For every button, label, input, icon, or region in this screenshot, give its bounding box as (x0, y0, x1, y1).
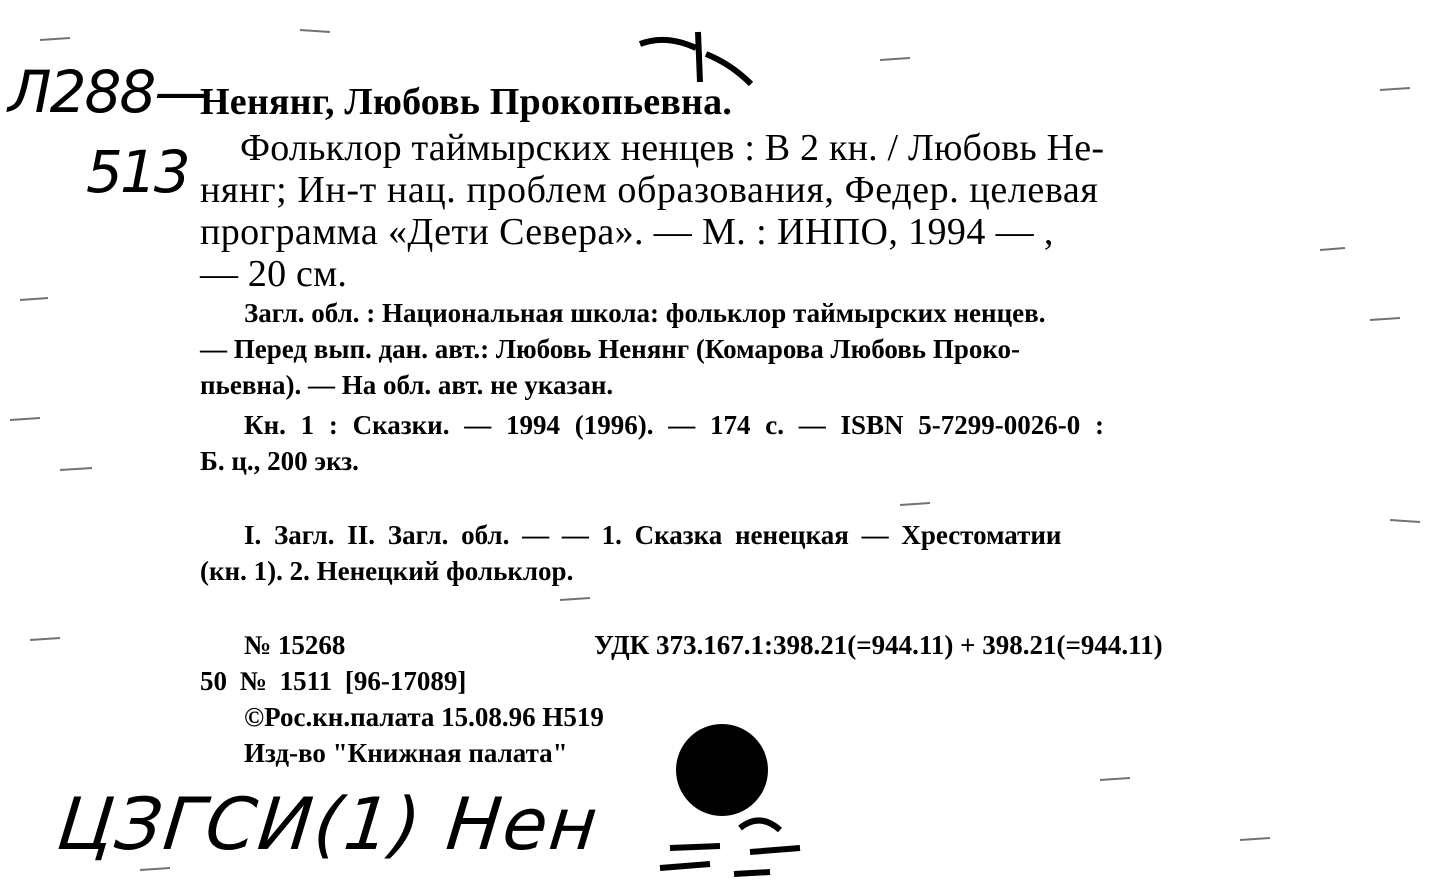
note-line-1: Загл. обл. : Национальная школа: фольклор таймырских ненцев. (244, 298, 1046, 328)
record-number: № 15268 (244, 630, 346, 660)
handwritten-call-number-top: Л288— (8, 58, 211, 126)
author-line: Ненянг, Любовь Прокопьевна. (200, 81, 733, 123)
hole-punch-dot (676, 724, 768, 816)
publisher-line: Изд-во "Книжная палата" (244, 738, 568, 768)
handwritten-scribble (650, 808, 820, 888)
volume-line-2: Б. ц., 200 экз. (200, 446, 359, 476)
handwritten-shelf-mark: ЦЗГСИ(1) Нен (53, 782, 604, 866)
udk-classification: УДК 373.167.1:398.21(=944.11) + 398.21(=944.11) (594, 630, 1163, 660)
handwritten-call-number-bottom: 513 (86, 138, 188, 206)
note-line-3: пьевна). — На обл. авт. не указан. (200, 370, 614, 400)
handwritten-page-mark (636, 24, 756, 88)
subjects-line-2: (кн. 1). 2. Ненецкий фольклор. (200, 556, 574, 586)
title-line-4: — 20 см. (200, 253, 348, 295)
title-line-1: Фольклор таймырских ненцев : В 2 кн. / Любовь Не- (240, 127, 1105, 169)
volume-line-1: Кн. 1 : Сказки. — 1994 (1996). — 174 с. — ISBN 5-7299-0026-0 : (244, 410, 1104, 440)
subjects-line-1: I. Загл. II. Загл. обл. — — 1. Сказка ненецкая — Хрестоматии (244, 520, 1062, 550)
note-line-2: — Перед вып. дан. авт.: Любовь Ненянг (Комарова Любовь Проко- (200, 334, 1021, 364)
title-line-2: нянг; Ин-т нац. проблем образования, Федер. целевая (200, 169, 1099, 211)
title-line-3: программа «Дети Севера». — М. : ИНПО, 1994 — , (200, 211, 1054, 253)
copyright-line: ©Рос.кн.палата 15.08.96 Н519 (244, 702, 604, 732)
registration-number: 50 № 1511 [96-17089] (200, 666, 467, 696)
